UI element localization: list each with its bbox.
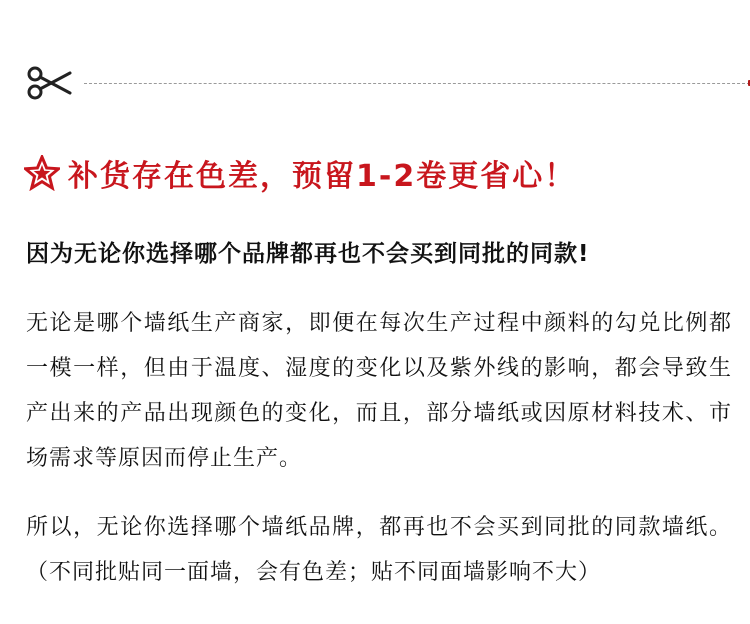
headline-text: 补货存在色差，预留1-2卷更省心！ [68,159,577,194]
lead-statement: 因为无论你选择哪个品牌都再也不会买到同批的同款! [26,241,590,267]
dashed-line [84,83,750,84]
star-icon [24,155,60,191]
headline [24,148,576,198]
cut-line-divider [26,66,750,100]
paragraph-conclusion: 所以，无论你选择哪个墙纸品牌，都再也不会买到同批的同款墙纸。（不同批贴同一面墙，会有色差；贴不同面墙影响不大） [26,515,732,585]
paragraph-production-variance: 无论是哪个墙纸生产商家，即便在每次生产过程中颜料的勾兑比例都一模一样，但由于温度、湿度的变化以及紫外线的影响，都会导致生产出来的产品出现颜色的变化，而且，部分墙纸或因原材料技术、市场需求等原因而停止生产。 [26,311,732,471]
scissors-icon [26,66,72,100]
